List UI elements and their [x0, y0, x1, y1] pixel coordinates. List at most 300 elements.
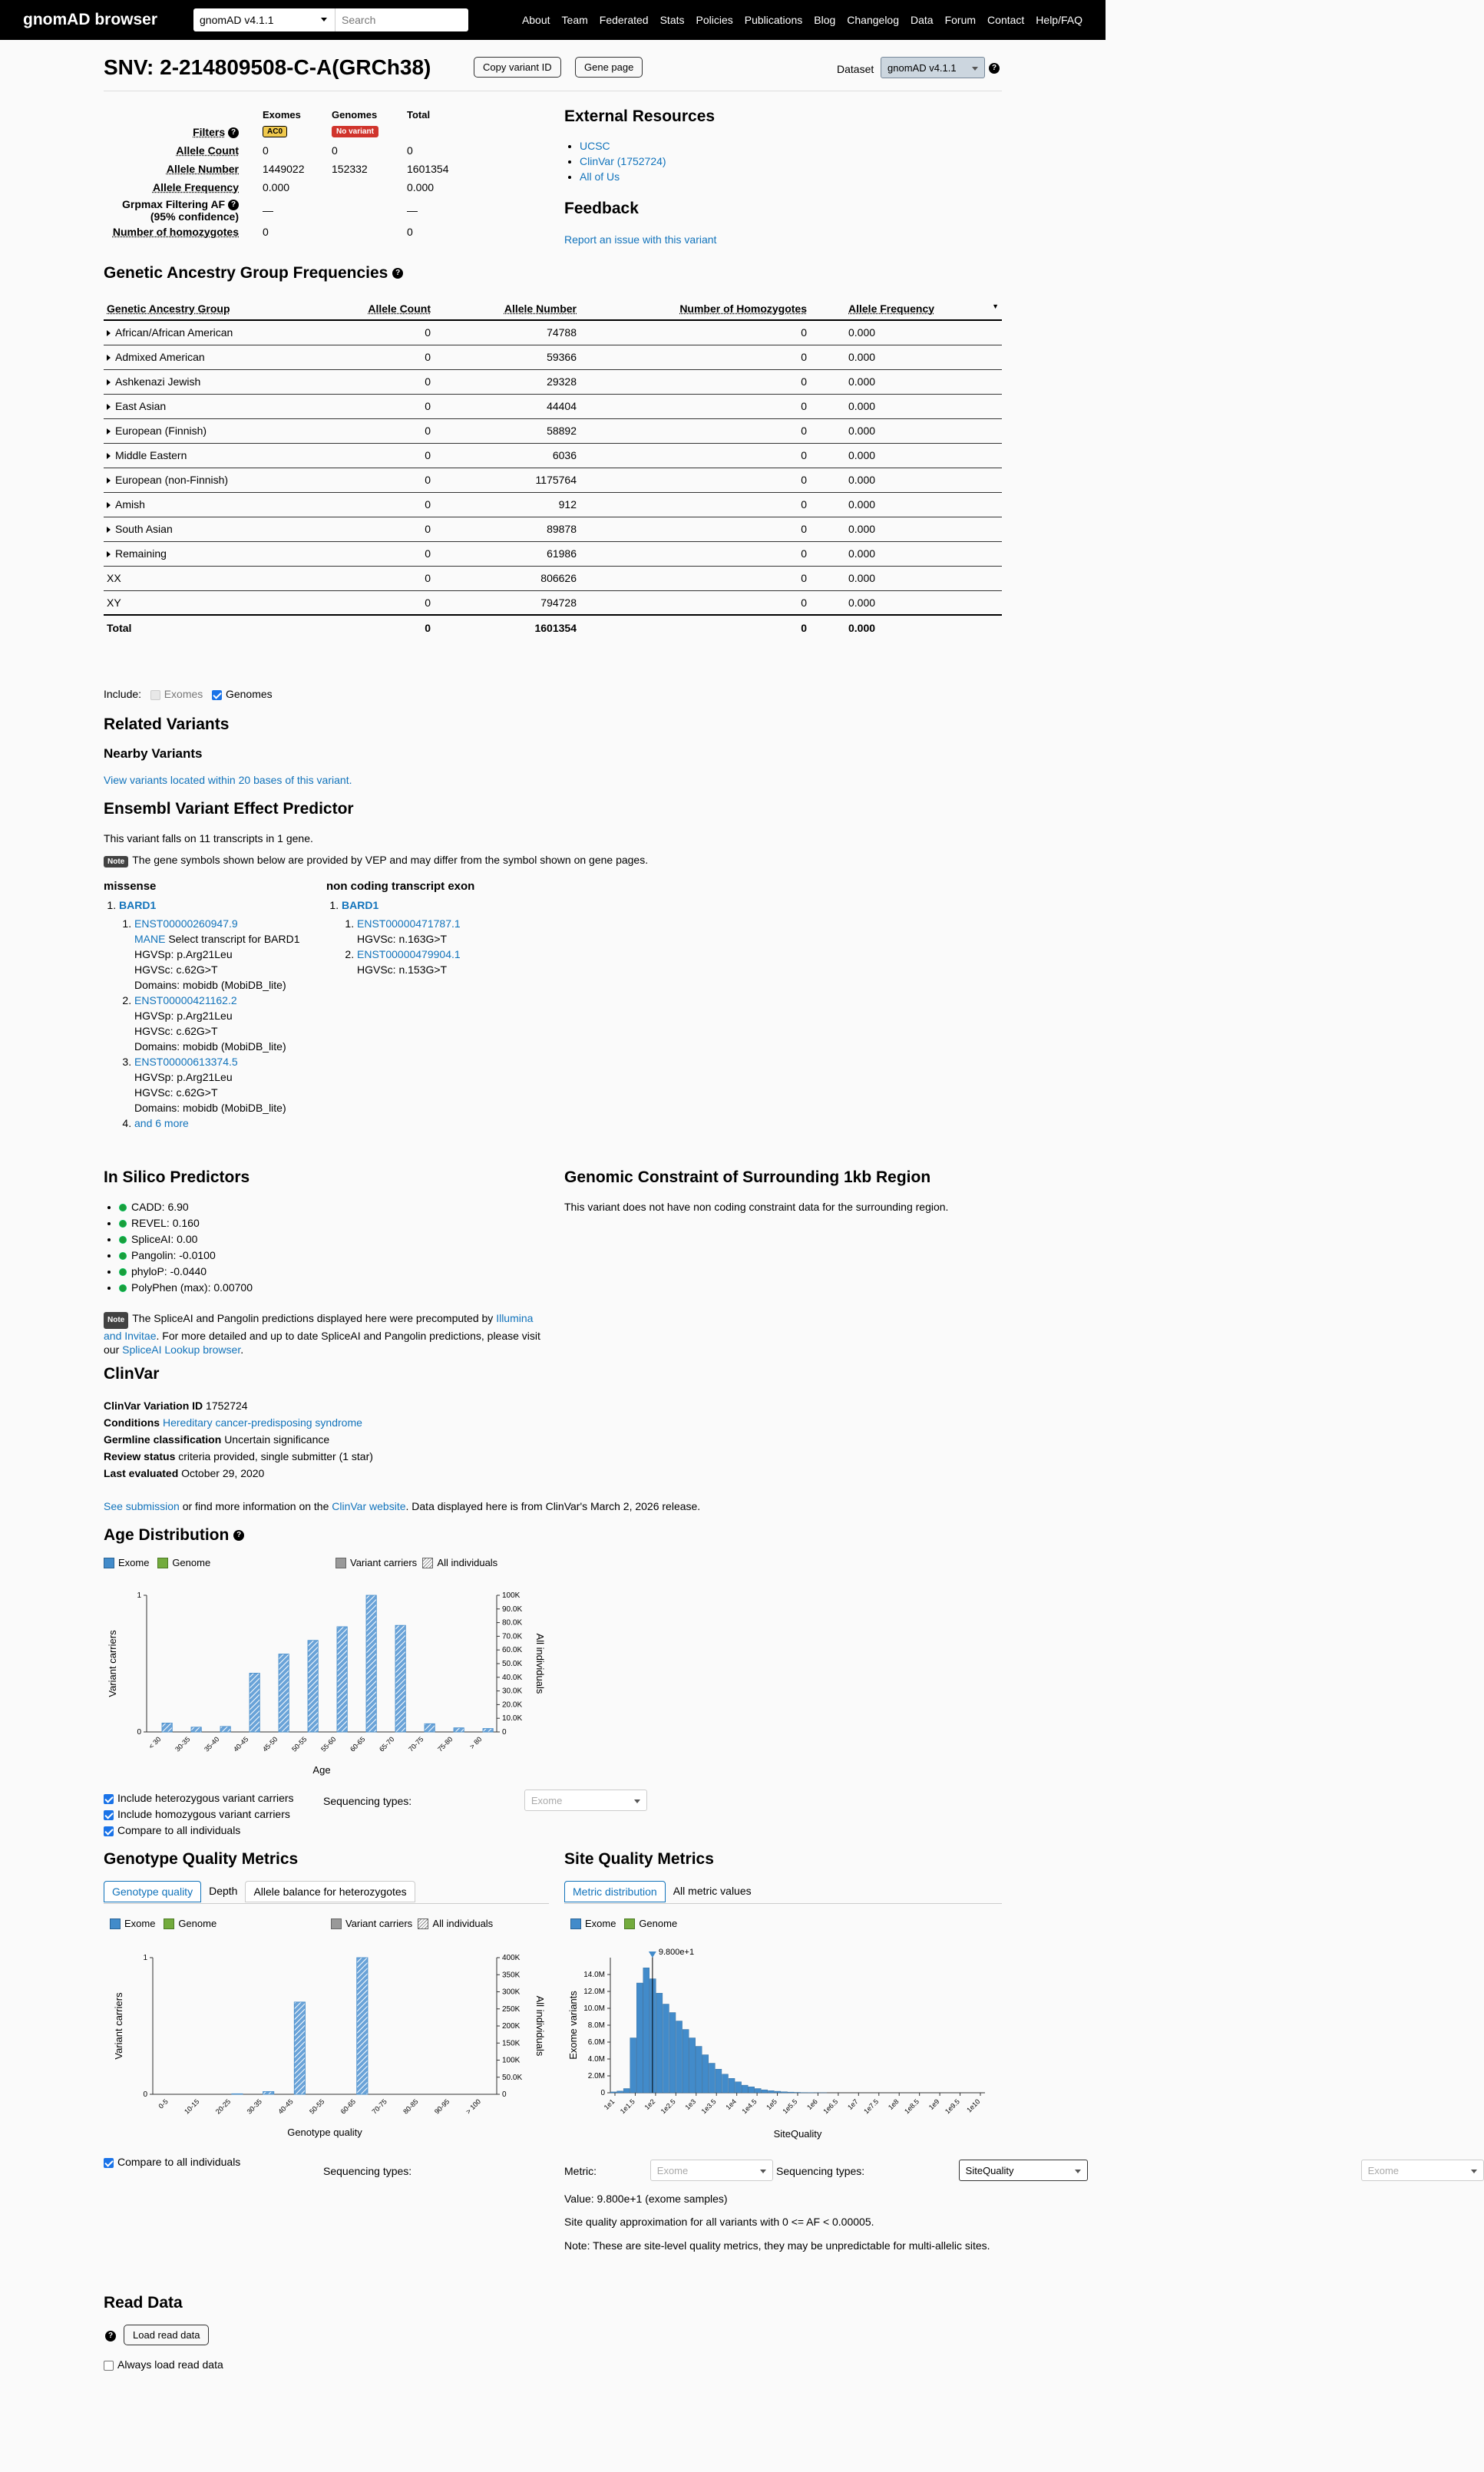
bar-all-individuals	[263, 2091, 274, 2094]
help-icon[interactable]: ?	[228, 200, 239, 210]
histogram-bar	[755, 2089, 761, 2094]
age-legend-right	[335, 1557, 497, 1568]
cell-an: 59366	[434, 345, 580, 369]
insilico-list	[104, 1199, 253, 1296]
cell-an: 1175764	[434, 468, 580, 492]
mane-text: Select transcript for BARD1	[165, 933, 300, 945]
x-tick-label: 55-60	[319, 1735, 338, 1753]
table-row[interactable]	[104, 345, 1002, 369]
legend-all: All individuals	[432, 1918, 494, 1929]
cell-hom: 0	[580, 369, 810, 394]
genome-filter-badge[interactable]: No variant	[332, 126, 378, 137]
status-dot-icon	[119, 1204, 127, 1211]
y-tick-label: 0	[137, 1728, 141, 1737]
expand-icon[interactable]	[107, 502, 111, 508]
metric-select[interactable]	[959, 2160, 1088, 2181]
main-nav	[522, 14, 1082, 26]
histogram-bar	[735, 2082, 742, 2093]
histogram-bar	[768, 2090, 774, 2093]
col-exomes: Exomes	[263, 109, 301, 121]
insilico-title: In Silico Predictors	[104, 1168, 250, 1186]
external-links	[564, 138, 666, 184]
y2-tick-label: 250K	[502, 2004, 521, 2014]
y2-tick-label: 50.0K	[502, 2073, 523, 2082]
expand-icon[interactable]	[107, 527, 111, 533]
expand-icon[interactable]	[107, 453, 111, 459]
bar-all-individuals	[279, 1654, 289, 1732]
y-tick-label: 1	[143, 1954, 147, 1962]
x-tick-label: 40-45	[276, 2097, 295, 2116]
histogram-bar	[689, 2038, 696, 2094]
germline-value: Uncertain significance	[224, 1433, 330, 1446]
exomes-checkbox[interactable]	[150, 690, 160, 700]
y2-tick-label: 350K	[502, 1971, 521, 1980]
x-tick-label: > 80	[468, 1735, 484, 1750]
exome-swatch	[570, 1918, 581, 1929]
legend-carriers: Variant carriers	[345, 1918, 413, 1929]
bar-all-individuals	[191, 1727, 201, 1732]
cell-ac: 0	[357, 517, 434, 541]
vep-title: Ensembl Variant Effect Predictor	[104, 800, 354, 818]
homozygous-checkbox[interactable]	[104, 1810, 114, 1820]
all-swatch	[418, 1918, 428, 1929]
value-marker-label: 9.800e+1	[658, 1948, 695, 1957]
tabs-divider	[564, 1903, 1002, 1904]
y-tick-label: 2.0M	[587, 2072, 605, 2080]
metric-label: Metric:	[564, 2165, 597, 2177]
bar-all-individuals	[294, 2002, 305, 2094]
col-genomes: Genomes	[332, 109, 378, 121]
col-an[interactable]: Allele Number	[434, 298, 580, 320]
histogram-bar	[630, 2038, 636, 2094]
clinvar-footer	[104, 1500, 700, 1512]
legend-genome: Genome	[172, 1557, 211, 1568]
y2-tick-label: 30.0K	[502, 1687, 523, 1696]
help-icon[interactable]: ?	[233, 1530, 244, 1541]
copy-variant-id-button[interactable]: Copy variant ID	[474, 57, 561, 78]
x-tick-label: 60-65	[339, 2097, 358, 2116]
histogram-bar	[782, 2092, 788, 2093]
include-label: Include:	[104, 688, 142, 700]
carriers-swatch	[331, 1918, 342, 1929]
x-tick-label: 1e2.5	[659, 2097, 677, 2116]
review-label: Review status	[104, 1450, 176, 1462]
exome-filter-badge[interactable]: AC0	[263, 126, 287, 137]
status-dot-icon	[119, 1220, 127, 1228]
grpmax-label-sub: (95% confidence)	[150, 210, 239, 223]
clinvar-footer-tail: . Data displayed here is from ClinVar's March 2, 2026 release.	[405, 1500, 701, 1512]
always-load-checkbox[interactable]	[104, 2361, 114, 2371]
allele-number-genomes: 152332	[332, 163, 368, 175]
cell-af: 0.000	[810, 517, 1002, 541]
noncoding-title: non coding transcript exon	[326, 880, 475, 893]
predictor-revel: REVEL: 0.160	[131, 1217, 200, 1229]
y2-tick-label: 20.0K	[502, 1700, 523, 1710]
filters-label-text: Filters	[193, 126, 226, 138]
x-axis-label: Genotype quality	[287, 2127, 362, 2138]
ancestry-title	[104, 264, 403, 283]
clinvar-id: 1752724	[206, 1400, 248, 1412]
bar-all-individuals	[425, 1723, 435, 1732]
age-title-text: Age Distribution	[104, 1526, 230, 1544]
transcript-link[interactable]: ENST00000479904.1	[357, 948, 461, 960]
x-tick-label: < 30	[147, 1735, 163, 1750]
histogram-bar	[643, 1968, 649, 2093]
domains: Domains: mobidb (MobiDB_lite)	[134, 1102, 286, 1114]
tab-all-metric-values[interactable]: All metric values	[673, 1885, 752, 1897]
insilico-note	[104, 1311, 549, 1357]
expand-icon[interactable]	[107, 428, 111, 435]
y2-tick-label: 70.0K	[502, 1632, 523, 1641]
gq-options	[104, 2156, 240, 2168]
cell-ac: 0	[357, 566, 434, 590]
all-swatch	[422, 1558, 433, 1568]
gq-seq-select[interactable]	[650, 2160, 773, 2181]
expand-icon[interactable]	[107, 478, 111, 484]
evaluated-value: October 29, 2020	[181, 1467, 265, 1479]
histogram-bar	[722, 2074, 729, 2093]
grpmax-label-text: Grpmax Filtering AF	[122, 198, 226, 210]
cell-af: 0.000	[810, 468, 1002, 492]
cell-hom: 0	[580, 492, 810, 517]
nav-contact[interactable]: Contact	[987, 14, 1025, 26]
nav-help[interactable]: Help/FAQ	[1036, 14, 1082, 26]
nav-changelog[interactable]: Changelog	[847, 14, 900, 26]
x-tick-label: 40-45	[232, 1735, 250, 1753]
cell-ac: 0	[357, 443, 434, 468]
col-group[interactable]: Genetic Ancestry Group	[104, 298, 357, 320]
nav-blog[interactable]: Blog	[814, 14, 836, 26]
genome-swatch	[164, 1918, 174, 1929]
histogram-bar	[656, 1993, 663, 2093]
nav-about[interactable]: About	[521, 14, 550, 26]
dataset-dropdown[interactable]	[881, 57, 985, 78]
y2-tick-label: 150K	[502, 2039, 521, 2048]
constraint-title: Genomic Constraint of Surrounding 1kb Region	[564, 1168, 931, 1186]
sq-seq-label: Sequencing types:	[776, 2165, 865, 2177]
genome-swatch	[624, 1918, 635, 1929]
homozygous-label: Include homozygous variant carriers	[117, 1808, 290, 1820]
all-of-us-link[interactable]: All of Us	[580, 170, 620, 183]
metric-value: SiteQuality	[965, 2164, 1014, 2176]
y2-tick-label: 60.0K	[502, 1646, 523, 1655]
expand-icon[interactable]	[107, 330, 111, 336]
transcript-link[interactable]: ENST00000471787.1	[357, 917, 461, 930]
spliceai-lookup-link[interactable]: SpliceAI Lookup browser	[122, 1343, 241, 1356]
heterozygous-label: Include heterozygous variant carriers	[117, 1792, 294, 1804]
missense-title: missense	[104, 880, 157, 893]
table-row[interactable]	[104, 320, 1002, 345]
bar-all-individuals	[357, 1958, 368, 2094]
page-content	[104, 40, 1400, 2420]
x-tick-label: 10-15	[183, 2097, 201, 2116]
y2-tick-label: 90.0K	[502, 1604, 523, 1614]
y2-tick-label: 300K	[502, 1988, 521, 1997]
total-an: 1601354	[434, 615, 580, 639]
group-name: XY	[104, 590, 357, 615]
nav-publications[interactable]: Publications	[744, 14, 803, 26]
gq-compare-label: Compare to all individuals	[117, 2156, 241, 2168]
hgvsp: HGVSp: p.Arg21Leu	[134, 1071, 233, 1083]
genomes-checkbox[interactable]	[212, 690, 222, 700]
age-seq-select[interactable]	[524, 1790, 647, 1811]
histogram-bar	[788, 2092, 794, 2093]
tab-genotype-quality[interactable]: Genotype quality	[104, 1881, 201, 1902]
legend-all: All individuals	[437, 1557, 498, 1568]
x-tick-label: 1e7.5	[862, 2097, 881, 2116]
tab-allele-balance[interactable]: Allele balance for heterozygotes	[245, 1881, 415, 1902]
related-variants-title: Related Variants	[104, 715, 230, 733]
gq-legend-right	[331, 1918, 493, 1929]
help-icon[interactable]: ?	[392, 268, 403, 279]
group-name: African/African American	[115, 326, 233, 339]
cell-an: 29328	[434, 369, 580, 394]
histogram-bar	[696, 2047, 702, 2094]
see-submission-link[interactable]: See submission	[104, 1500, 180, 1512]
table-row[interactable]	[104, 394, 1002, 418]
hgvsc: HGVSc: c.62G>T	[134, 1086, 218, 1099]
x-tick-label: 50-55	[290, 1735, 309, 1753]
group-name: European (non-Finnish)	[115, 474, 229, 486]
x-tick-label: 1e3	[683, 2097, 698, 2112]
histogram-bar	[676, 2021, 683, 2094]
allele-frequency-label: Allele Frequency	[152, 181, 239, 193]
histogram-bar	[775, 2091, 781, 2093]
chevron-down-icon	[1471, 2170, 1477, 2173]
dataset-label: Dataset	[837, 63, 874, 75]
illumina-link[interactable]: Illumina and Invitae	[104, 1312, 534, 1342]
cell-an: 794728	[434, 590, 580, 615]
load-read-data-button[interactable]: Load read data	[124, 2325, 209, 2345]
expand-icon[interactable]	[107, 355, 111, 361]
nav-stats[interactable]: Stats	[659, 14, 685, 26]
cell-ac: 0	[357, 345, 434, 369]
tab-depth[interactable]: Depth	[209, 1885, 238, 1897]
x-tick-label: 1e7	[846, 2097, 860, 2112]
histogram-bar	[729, 2078, 735, 2093]
always-load-option	[104, 2358, 223, 2371]
cell-hom: 0	[580, 320, 810, 345]
hgvsc: HGVSc: c.62G>T	[134, 963, 218, 976]
x-tick-label: 20-25	[213, 2097, 233, 2116]
hgvsp: HGVSp: p.Arg21Leu	[134, 1010, 233, 1022]
germline-label: Germline classification	[104, 1433, 222, 1446]
cell-hom: 0	[580, 468, 810, 492]
y2-tick-label: 0	[502, 2090, 507, 2099]
feedback-title: Feedback	[564, 200, 639, 217]
histogram-bar	[669, 2013, 676, 2094]
group-name: European (Finnish)	[115, 425, 207, 437]
cell-hom: 0	[580, 443, 810, 468]
tabs-divider	[104, 1903, 549, 1904]
cell-an: 6036	[434, 443, 580, 468]
search-input[interactable]: Search	[335, 8, 468, 31]
gq-tabs	[104, 1881, 415, 1902]
cell-ac: 0	[357, 320, 434, 345]
ancestry-title-text: Genetic Ancestry Group Frequencies	[104, 264, 388, 282]
sq-seq-select[interactable]	[1361, 2160, 1484, 2181]
show-more-link[interactable]: and 6 more	[134, 1117, 189, 1129]
status-dot-icon	[119, 1268, 127, 1276]
cell-ac: 0	[357, 418, 434, 443]
condition-link[interactable]: Hereditary cancer-predisposing syndrome	[163, 1416, 362, 1429]
x-tick-label: 1e5	[765, 2097, 778, 2112]
gene-link[interactable]: BARD1	[119, 899, 157, 911]
exomes-label: Exomes	[164, 688, 203, 700]
include-controls	[104, 688, 273, 700]
clinvar-link[interactable]: ClinVar (1752724)	[580, 155, 666, 167]
status-dot-icon	[119, 1236, 127, 1244]
help-icon[interactable]: ?	[989, 63, 1000, 74]
x-tick-label: 75-80	[436, 1735, 454, 1753]
col-hom[interactable]: Number of Homozygotes	[580, 298, 810, 320]
predictor-spliceai: SpliceAI: 0.00	[131, 1233, 198, 1245]
cell-ac: 0	[357, 468, 434, 492]
mane-link[interactable]: MANE	[134, 933, 166, 945]
gene-page-button[interactable]: Gene page	[575, 57, 643, 78]
ucsc-link[interactable]: UCSC	[580, 140, 610, 152]
homozygotes-label: Number of homozygotes	[112, 226, 239, 238]
nearby-variants-title: Nearby Variants	[104, 746, 203, 761]
histogram-bar	[617, 2091, 623, 2093]
col-ac[interactable]: Allele Count	[357, 298, 434, 320]
dataset-select[interactable]	[193, 8, 335, 31]
gq-seq-value: Exome	[656, 2164, 689, 2176]
col-af[interactable]	[810, 298, 1002, 320]
y-tick-label: 1	[137, 1591, 141, 1600]
group-name: Amish	[115, 498, 145, 511]
table-row[interactable]	[104, 418, 1002, 443]
y2-tick-label: 400K	[502, 1954, 521, 1962]
cell-an: 89878	[434, 517, 580, 541]
clinvar-website-link[interactable]: ClinVar website	[332, 1500, 406, 1512]
homozygotes-exomes: 0	[263, 226, 269, 238]
x-tick-label: 30-35	[174, 1735, 192, 1753]
genome-swatch	[157, 1558, 168, 1568]
y-tick-label: 14.0M	[583, 1971, 605, 1979]
review-value: criteria provided, single submitter (1 star)	[178, 1450, 373, 1462]
hgvsp: HGVSp: p.Arg21Leu	[134, 948, 233, 960]
bar-all-individuals	[337, 1627, 347, 1732]
cell-af: 0.000	[810, 320, 1002, 345]
nav-federated[interactable]: Federated	[599, 14, 649, 26]
cell-af: 0.000	[810, 443, 1002, 468]
chevron-down-icon	[1075, 2170, 1081, 2173]
allele-frequency-total: 0.000	[407, 181, 435, 193]
transcript-link[interactable]: ENST00000421162.2	[134, 994, 237, 1006]
x-axis-label: SiteQuality	[773, 2128, 822, 2140]
nav-data[interactable]: Data	[911, 14, 934, 26]
bar-all-individuals	[483, 1729, 493, 1732]
y-axis-label: Variant carriers	[107, 1630, 118, 1697]
predictor-polyphen: PolyPhen (max): 0.00700	[131, 1281, 253, 1294]
gq-compare-checkbox[interactable]	[104, 2158, 114, 2168]
domains: Domains: mobidb (MobiDB_lite)	[134, 1040, 286, 1053]
expand-icon[interactable]	[107, 551, 111, 557]
x-tick-label: 80-85	[402, 2097, 420, 2116]
cell-an: 74788	[434, 320, 580, 345]
expand-icon[interactable]	[107, 404, 111, 410]
chevron-down-icon	[321, 18, 327, 21]
bar-all-individuals	[250, 1673, 259, 1732]
cell-ac: 0	[357, 369, 434, 394]
expand-icon[interactable]	[107, 379, 111, 385]
x-tick-label: 1e3.5	[699, 2097, 718, 2116]
transcript-link[interactable]: ENST00000613374.5	[134, 1056, 238, 1068]
table-row	[104, 566, 1002, 590]
nearby-variants-link[interactable]: View variants located within 20 bases of this variant.	[104, 774, 352, 786]
group-name: Admixed American	[115, 351, 205, 363]
total-hom: 0	[580, 615, 810, 639]
y-axis-label: Variant carriers	[113, 1992, 124, 2060]
x-tick-label: 1e6	[805, 2097, 819, 2112]
predictor-phylop: phyloP: -0.0440	[131, 1265, 207, 1277]
noncoding-group	[326, 880, 557, 977]
brand-logo[interactable]: gnomAD browser	[23, 11, 158, 28]
help-icon[interactable]: ?	[228, 127, 239, 138]
insilico-note-text2: . For more detailed and up to date SpliceAI and Pangolin predictions, please visit our	[104, 1330, 540, 1356]
total-af: 0.000	[810, 615, 1002, 639]
grpmax-total: —	[407, 204, 418, 216]
table-total-row	[104, 615, 1002, 639]
table-row	[104, 590, 1002, 615]
missense-group	[104, 880, 319, 1131]
nav-team[interactable]: Team	[561, 14, 588, 26]
gene-link[interactable]: BARD1	[342, 899, 379, 911]
nav-forum[interactable]: Forum	[944, 14, 977, 26]
gq-chart	[104, 1944, 549, 2143]
sq-chart	[564, 1941, 1002, 2143]
compare-label: Compare to all individuals	[117, 1824, 241, 1836]
age-seq-value: Exome	[530, 1794, 563, 1806]
cell-af: 0.000	[810, 394, 1002, 418]
grpmax-label	[104, 198, 239, 223]
group-name: Remaining	[115, 547, 167, 560]
group-name: Ashkenazi Jewish	[115, 375, 201, 388]
allele-count-label: Allele Count	[176, 144, 239, 157]
compare-checkbox[interactable]	[104, 1826, 114, 1836]
cell-ac: 0	[357, 541, 434, 566]
heterozygous-checkbox[interactable]	[104, 1794, 114, 1804]
table-row[interactable]	[104, 369, 1002, 394]
exome-swatch	[104, 1558, 114, 1568]
predictor-pangolin: Pangolin: -0.0100	[131, 1249, 216, 1261]
group-name: Middle Eastern	[115, 449, 187, 461]
y2-tick-label: 40.0K	[502, 1673, 523, 1682]
gq-legend	[110, 1918, 216, 1929]
x-tick-label: 1e2	[643, 2097, 657, 2112]
table-row[interactable]	[104, 541, 1002, 566]
sq-value-text: Value: 9.800e+1 (exome samples)	[564, 2193, 728, 2205]
table-row[interactable]	[104, 517, 1002, 541]
top-navbar	[0, 0, 1106, 40]
cell-ac: 0	[357, 394, 434, 418]
nav-policies[interactable]: Policies	[696, 14, 733, 26]
table-row[interactable]	[104, 443, 1002, 468]
table-row[interactable]	[104, 468, 1002, 492]
age-options	[104, 1790, 294, 1839]
x-tick-label: 1e5.5	[781, 2097, 799, 2116]
y2-tick-label: 10.0K	[502, 1714, 523, 1723]
cell-ac: 0	[357, 492, 434, 517]
transcript-link[interactable]: ENST00000260947.9	[134, 917, 238, 930]
tab-metric-distribution[interactable]: Metric distribution	[564, 1881, 666, 1902]
cell-an: 806626	[434, 566, 580, 590]
report-issue-link[interactable]: Report an issue with this variant	[564, 233, 717, 246]
help-icon[interactable]: ?	[105, 2331, 116, 2341]
y-tick-label: 0	[600, 2089, 605, 2097]
table-row[interactable]	[104, 492, 1002, 517]
